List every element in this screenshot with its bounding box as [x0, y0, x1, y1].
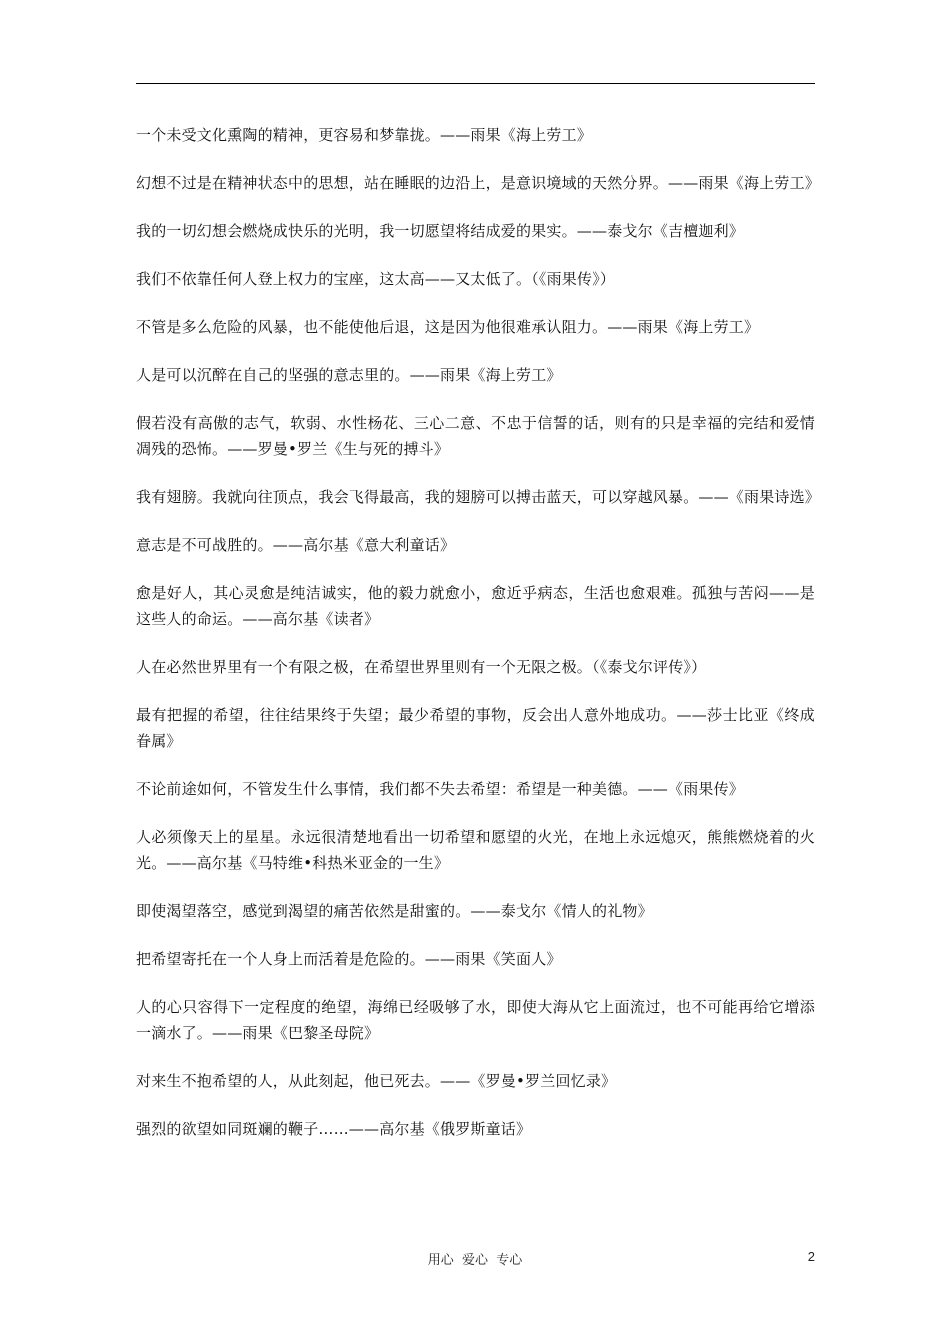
- quote-paragraph: 幻想不过是在精神状态中的思想，站在睡眠的边沿上，是意识境域的天然分界。——雨果《海上劳工》: [136, 174, 821, 192]
- quote-paragraph: 不论前途如何，不管发生什么事情，我们都不失去希望：希望是一种美德。——《雨果传》: [136, 780, 745, 798]
- quote-paragraph: 把希望寄托在一个人身上而活着是危险的。——雨果《笑面人》: [136, 950, 562, 968]
- quote-paragraph: 人必须像天上的星星。永远很清楚地看出一切希望和愿望的火光，在地上永远熄灭，熊熊燃烧着的火光。——高尔基《马特维•科热米亚金的一生》: [136, 828, 815, 872]
- quote-paragraph: 人的心只容得下一定程度的绝望，海绵已经吸够了水，即使大海从它上面流过，也不可能再给它增添一滴水了。——雨果《巴黎圣母院》: [136, 998, 815, 1042]
- quote-paragraph: 我们不依靠任何人登上权力的宝座，这太高——又太低了。（《雨果传》）: [136, 270, 616, 288]
- quote-paragraph: 即使渴望落空，感觉到渴望的痛苦依然是甜蜜的。——泰戈尔《情人的礼物》: [136, 902, 653, 920]
- quote-paragraph: 意志是不可战胜的。——高尔基《意大利童话》: [136, 536, 456, 554]
- quote-paragraph: 强烈的欲望如同斑斓的鞭子……——高尔基《俄罗斯童话》: [136, 1120, 532, 1138]
- quote-paragraph: 人是可以沉醉在自己的坚强的意志里的。——雨果《海上劳工》: [136, 366, 562, 384]
- quote-paragraph: 一个未受文化熏陶的精神，更容易和梦靠拢。——雨果《海上劳工》: [136, 126, 593, 144]
- quote-paragraph: 我的一切幻想会燃烧成快乐的光明，我一切愿望将结成爱的果实。——泰戈尔《吉檀迦利》: [136, 222, 745, 240]
- quote-paragraph: 愈是好人，其心灵愈是纯洁诚实，他的毅力就愈小，愈近乎病态，生活也愈艰难。孤独与苦闷——是这些人的命运。——高尔基《读者》: [136, 584, 815, 628]
- quote-paragraph: 对来生不抱希望的人，从此刻起，他已死去。——《罗曼•罗兰回忆录》: [136, 1072, 617, 1090]
- quote-list: [136, 122, 821, 1164]
- page-footer: [0, 1249, 950, 1269]
- quote-paragraph: 假若没有高傲的志气，软弱、水性杨花、三心二意、不忠于信誓的话，则有的只是幸福的完结和爱情凋残的恐怖。——罗曼•罗兰《生与死的搏斗》: [136, 414, 815, 458]
- quote-paragraph: 我有翅膀。我就向往顶点，我会飞得最高，我的翅膀可以搏击蓝天，可以穿越风暴。——《雨果诗选》: [136, 488, 821, 506]
- header-rule: [136, 83, 815, 84]
- quote-paragraph: 最有把握的希望，往往结果终于失望；最少希望的事物，反会出人意外地成功。——莎士比亚《终成眷属》: [136, 706, 815, 750]
- quote-paragraph: 不管是多么危险的风暴，也不能使他后退，这是因为他很难承认阻力。——雨果《海上劳工》: [136, 318, 760, 336]
- quote-paragraph: 人在必然世界里有一个有限之极，在希望世界里则有一个无限之极。（《泰戈尔评传》）: [136, 658, 707, 676]
- footer-motto: 用心 爱心 专心: [427, 1253, 523, 1268]
- page-number: 2: [807, 1249, 815, 1264]
